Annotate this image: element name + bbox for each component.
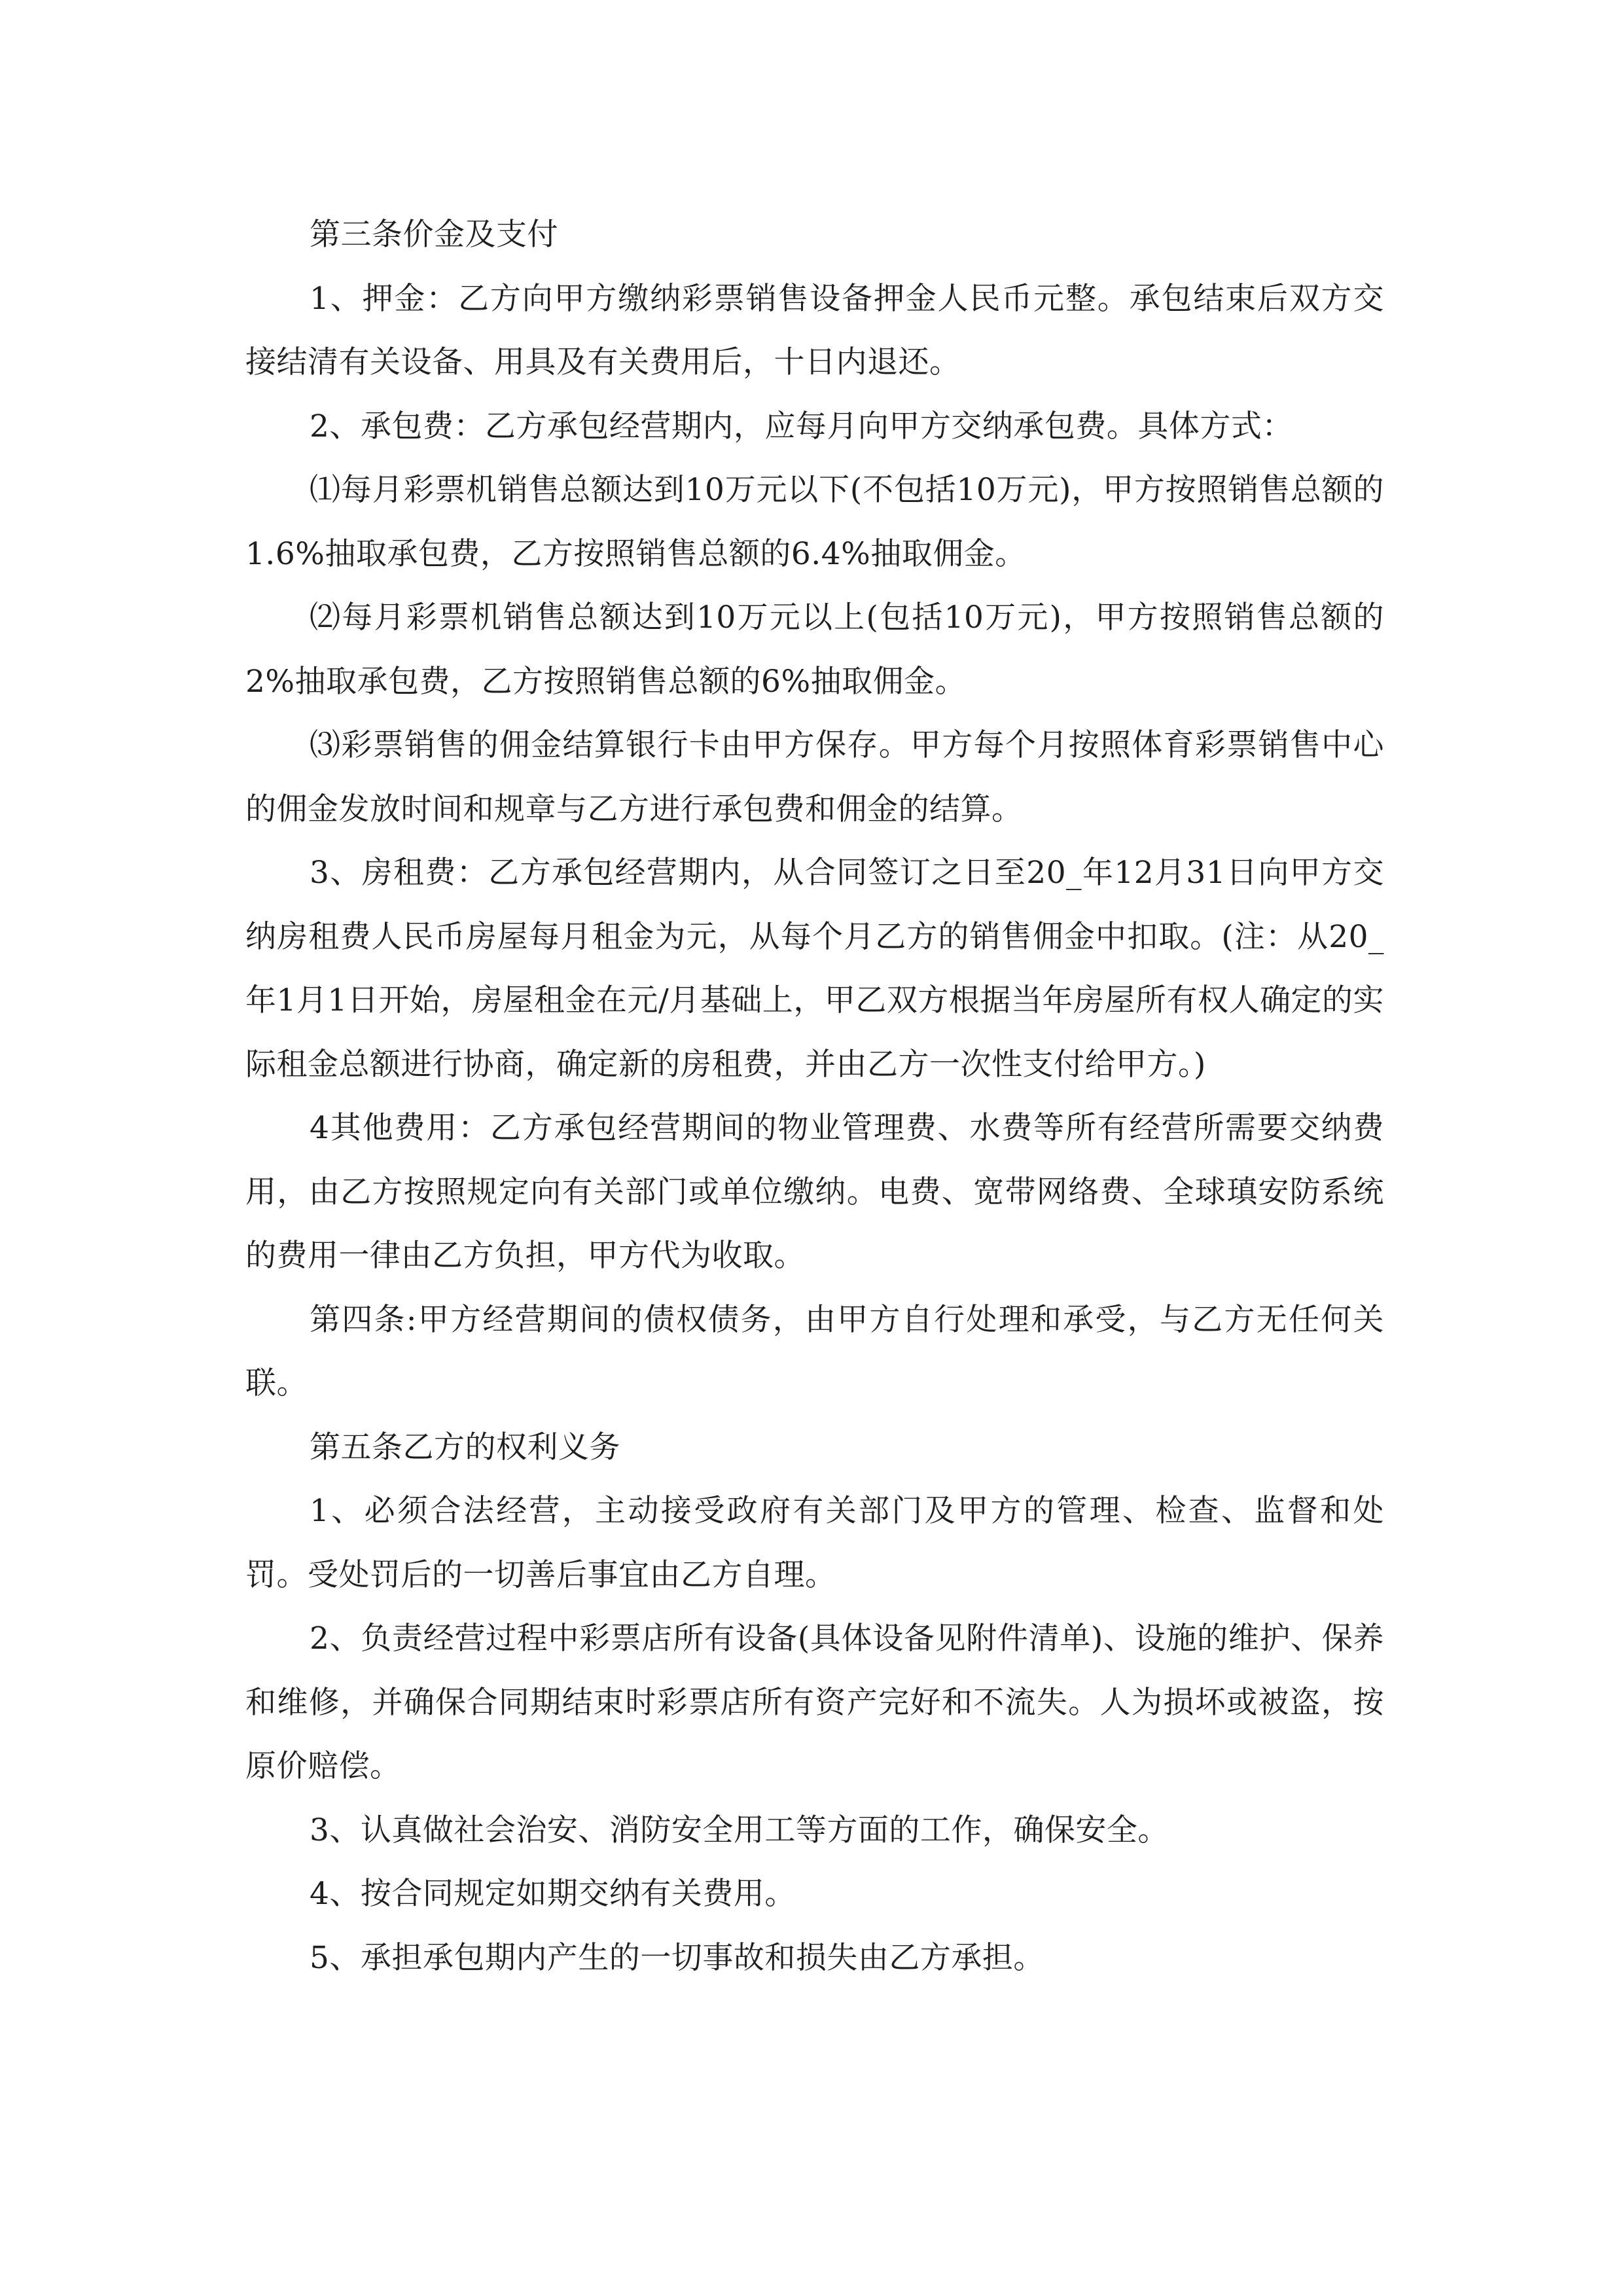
paragraph-other-fees: 4其他费用：乙方承包经营期间的物业管理费、水费等所有经营所需要交纳费用，由乙方按照规定向有关部门或单位缴纳。电费、宽带网络费、全球瑱安防系统的费用一律由乙方负担，甲方代为收取。 [245,1110,1384,1274]
paragraph-duty-5: 5、承担承包期内产生的一切事故和损失由乙方承担。 [310,1939,1044,1976]
paragraph-contract-fee: 2、承包费：乙方承包经营期内，应每月向甲方交纳承包费。具体方式： [310,408,1293,444]
paragraph-deposit: 1、押金：乙方向甲方缴纳彩票销售设备押金人民币元整。承包结束后双方交接结清有关设备、用具及有关费用后，十日内退还。 [245,280,1384,380]
paragraph-fee-rule-3: ⑶彩票销售的佣金结算银行卡由甲方保存。甲方每个月按照体育彩票销售中心的佣金发放时间和规章与乙方进行承包费和佣金的结算。 [245,727,1384,827]
paragraph-duty-2: 2、负责经营过程中彩票店所有设备(具体设备见附件清单)、设施的维护、保养和维修，并确保合同期结束时彩票店所有资产完好和不流失。人为损坏或被盗，按原价赔偿。 [245,1621,1384,1784]
paragraph-duty-4: 4、按合同规定如期交纳有关费用。 [310,1876,796,1912]
paragraph-duty-1: 1、必须合法经营，主动接受政府有关部门及甲方的管理、检查、监督和处罚。受处罚后的一切善后事宜由乙方自理。 [245,1493,1384,1593]
paragraph-fee-rule-1: ⑴每月彩票机销售总额达到10万元以下(不包括10万元)，甲方按照销售总额的1.6%抽取承包费，乙方按照销售总额的6.4%抽取佣金。 [245,472,1384,572]
paragraph-article-4: 第四条:甲方经营期间的债权债务，由甲方自行处理和承受，与乙方无任何关联。 [245,1301,1384,1401]
section-heading-article-3: 第三条价金及支付 [310,217,558,253]
document-body [245,203,1384,1990]
paragraph-fee-rule-2: ⑵每月彩票机销售总额达到10万元以上(包括10万元)，甲方按照销售总额的2%抽取承包费，乙方按照销售总额的6%抽取佣金。 [245,600,1384,700]
paragraph-duty-3: 3、认真做社会治安、消防安全用工等方面的工作，确保安全。 [310,1812,1169,1848]
section-heading-article-5: 第五条乙方的权利义务 [310,1429,620,1465]
paragraph-rent: 3、房租费：乙方承包经营期内，从合同签订之日至20_年12月31日向甲方交纳房租费人民币房屋每月租金为元，从每个月乙方的销售佣金中扣取。(注：从20_年1月1日开始，房屋租金在元/月基础上，甲乙双方根据当年房屋所有权人确定的实际租金总额进行协商，确定新的房租费，并由乙方一次性支付给甲方。) [245,855,1384,1083]
